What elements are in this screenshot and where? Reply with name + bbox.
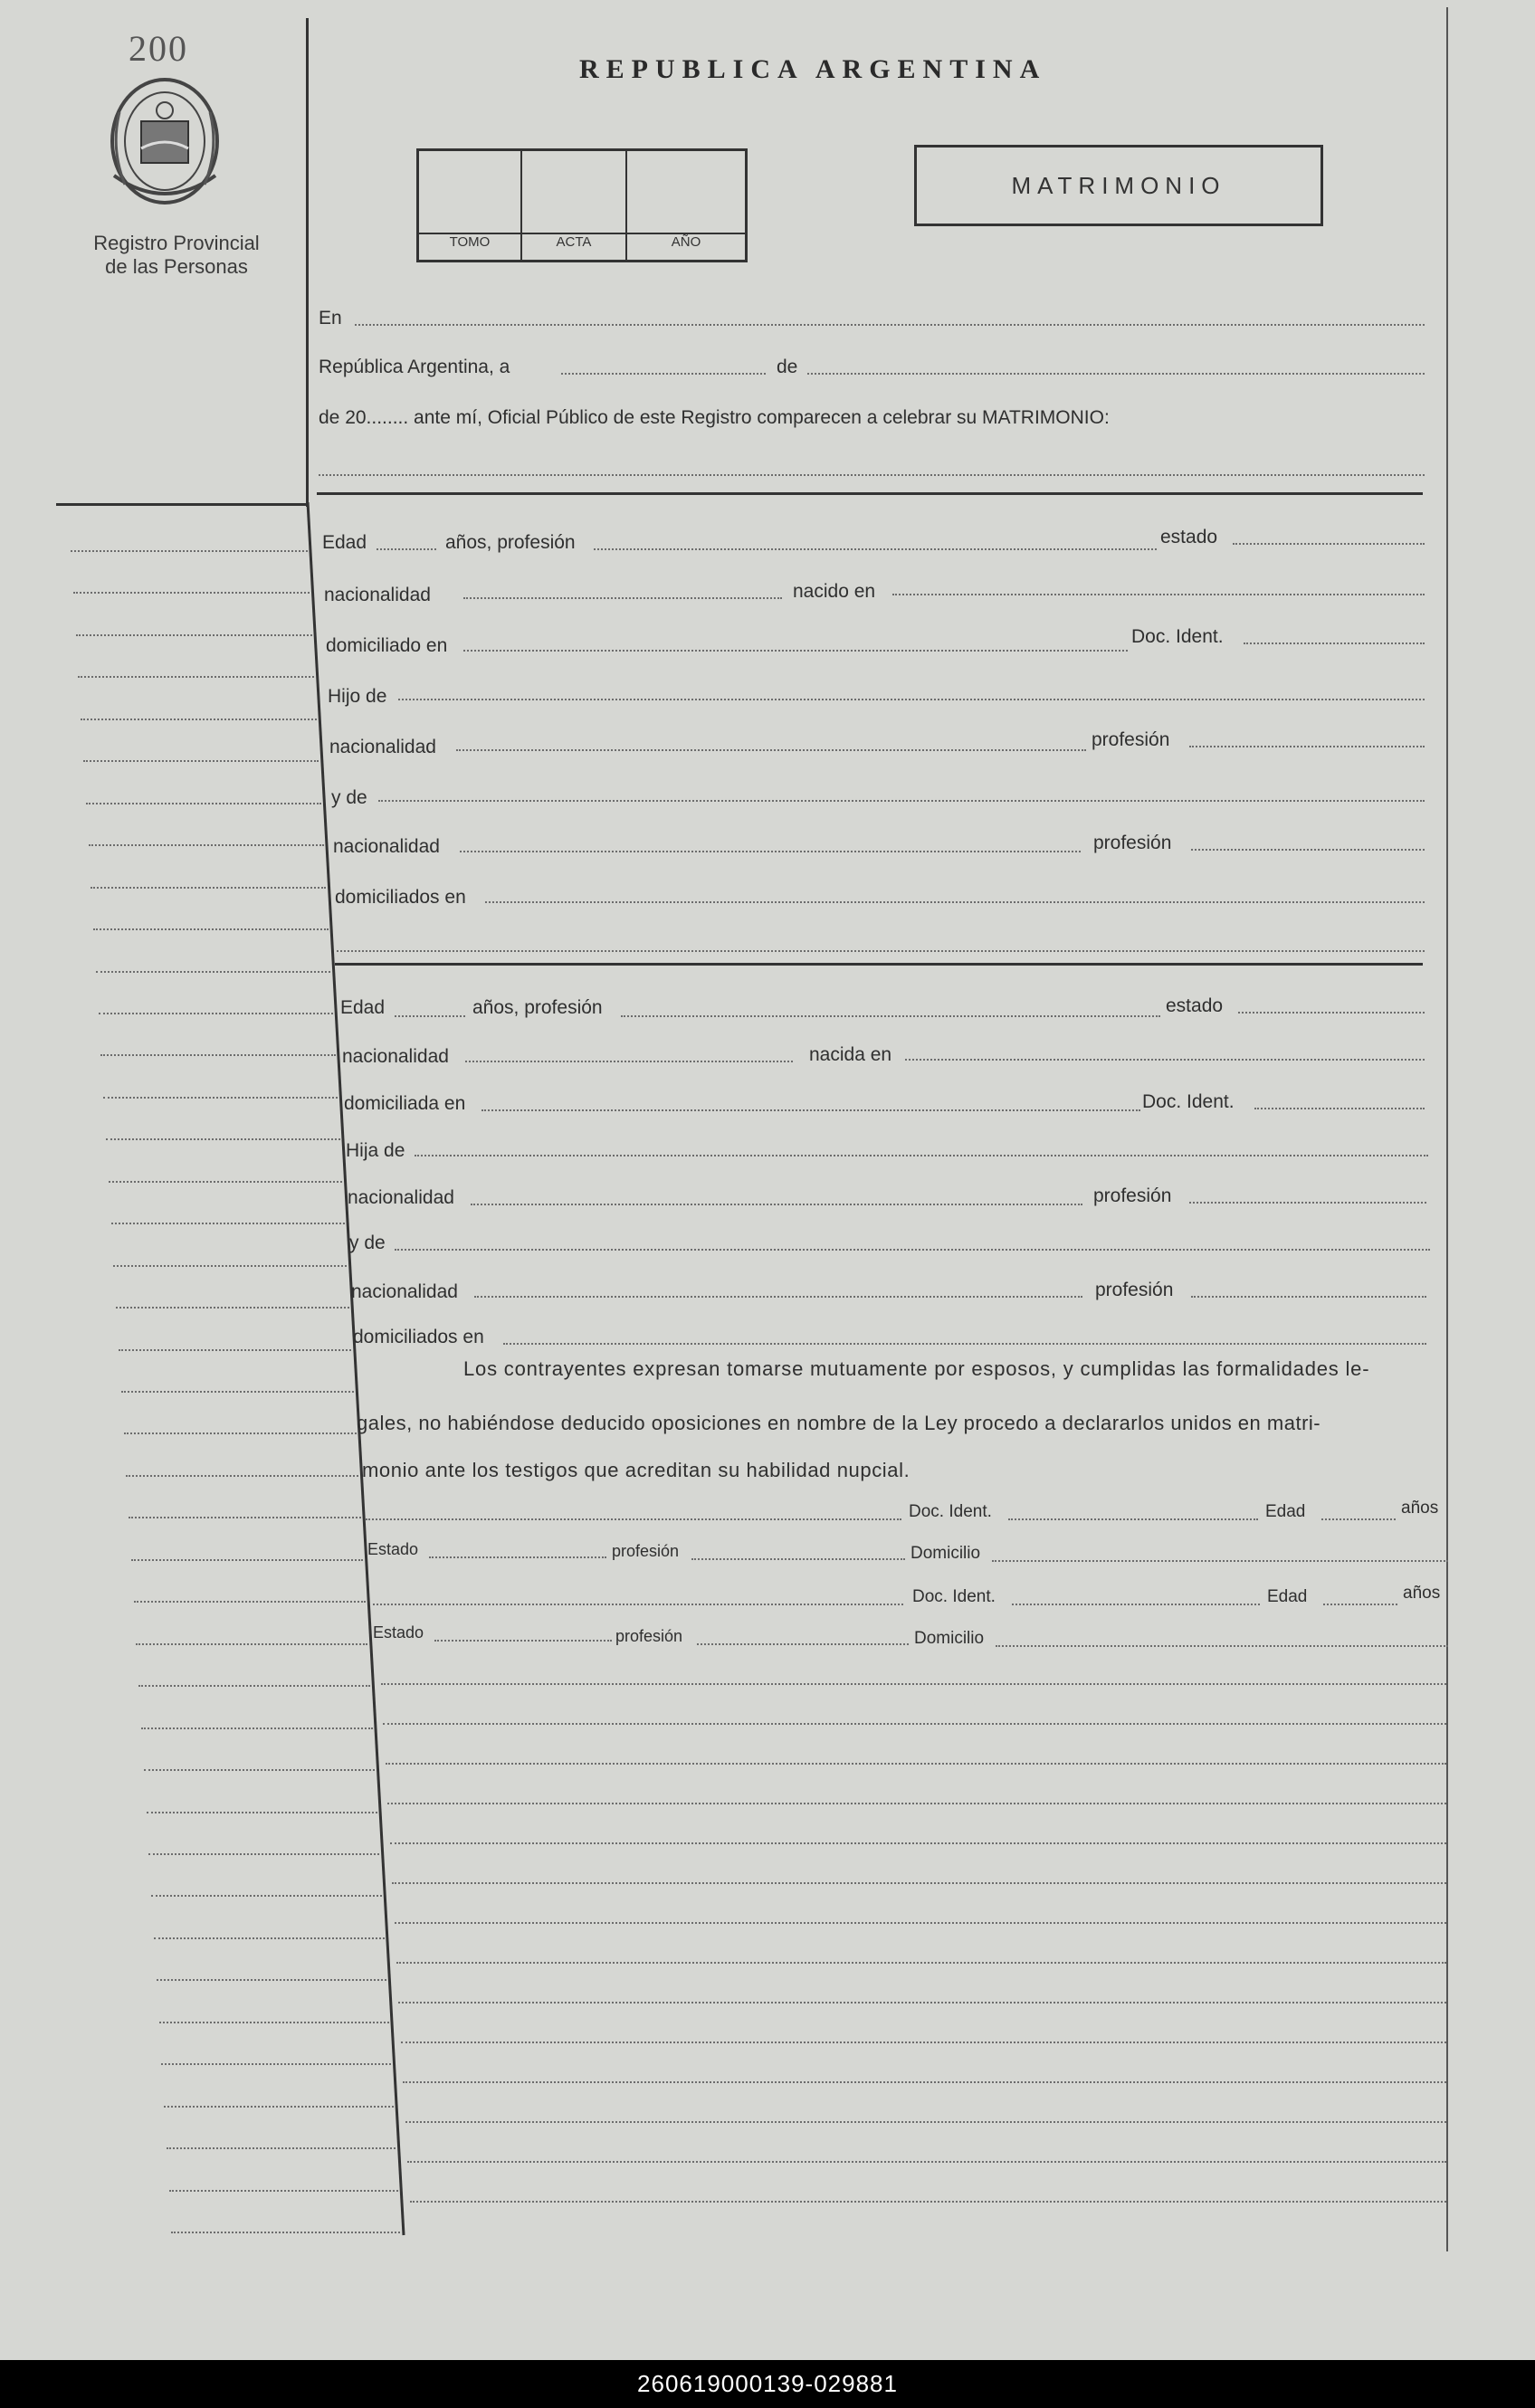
observation-line[interactable] [410,2201,1446,2203]
t1-nombre-field[interactable] [366,1518,901,1520]
country-title: REPUBLICA ARGENTINA [579,54,1047,84]
t1-doc-ident-field[interactable] [1008,1518,1258,1520]
t1-profesion-label: profesión [612,1542,680,1560]
c1-extra-line[interactable] [337,950,1425,952]
observation-line[interactable] [381,1683,1446,1685]
margin-note-line[interactable] [91,887,326,889]
c2-doc-ident-label: Doc. Ident. [1142,1091,1235,1112]
margin-note-line[interactable] [71,550,308,552]
c2-padre-profesion-field[interactable] [1189,1202,1426,1204]
t2-profesion-label: profesión [615,1627,683,1645]
margin-note-line[interactable] [147,1812,377,1813]
c2-nacida-en-label: nacida en [809,1044,892,1065]
tomo-label: TOMO [449,234,491,250]
c2-domicilio-field[interactable] [481,1109,1140,1111]
margin-note-line[interactable] [169,2190,398,2192]
c2-madre-profesion-label: profesión [1095,1280,1174,1300]
margin-note-line[interactable] [99,1013,333,1014]
c2-madre-profesion-field[interactable] [1191,1296,1426,1298]
observation-line[interactable] [401,2042,1446,2043]
c1-madre-nacionalidad-field[interactable] [460,851,1081,852]
c2-edad-field[interactable] [395,1015,465,1017]
margin-note-line[interactable] [113,1265,347,1267]
margin-note-line[interactable] [161,2063,391,2065]
c1-doc-ident-field[interactable] [1244,642,1425,644]
margin-note-line[interactable] [134,1601,366,1603]
contrayentes-nombres-field[interactable] [319,474,1425,476]
margin-note-line[interactable] [119,1349,352,1351]
t2-estado-field[interactable] [434,1640,612,1642]
tomo-acta-anio-box[interactable] [416,148,748,262]
folio-number: 200 [129,28,188,69]
margin-note-line[interactable] [73,592,310,594]
t1-edad-label: Edad [1265,1502,1306,1521]
observation-line[interactable] [386,1763,1446,1765]
t2-doc-ident-label: Doc. Ident. [912,1587,996,1606]
margin-note-line[interactable] [129,1517,361,1518]
c1-padre-nacionalidad-label: nacionalidad [329,737,436,757]
c1-madre-profesion-field[interactable] [1191,849,1425,851]
t2-domicilio-field[interactable] [996,1645,1448,1647]
c2-y-de-label: y de [349,1233,386,1253]
c2-padre-nacionalidad-field[interactable] [471,1204,1082,1205]
c1-doc-ident-label: Doc. Ident. [1131,626,1224,647]
margin-note-line[interactable] [103,1097,338,1099]
margin-note-line[interactable] [96,971,330,973]
republica-label: República Argentina, a [319,357,510,377]
c2-madre-nacionalidad-label: nacionalidad [351,1281,458,1302]
c1-edad-label: Edad [322,532,367,553]
margin-note-line[interactable] [144,1769,375,1771]
de20-sentence: de 20........ ante mí, Oficial Público de este Registro comparecen a celebrar su MATRIMONIO: [319,407,1110,428]
t1-domicilio-label: Domicilio [911,1544,981,1563]
acta-type-box [914,145,1323,226]
acta-label: ACTA [556,234,592,250]
c1-nacido-en-label: nacido en [793,581,876,602]
margin-note-line[interactable] [76,634,312,636]
c2-padre-nacionalidad-label: nacionalidad [348,1187,454,1208]
t2-edad-label: Edad [1267,1587,1308,1606]
c1-estado-field[interactable] [1233,543,1425,545]
en-label: En [319,308,342,328]
margin-note-line[interactable] [111,1223,345,1224]
t1-estado-field[interactable] [429,1556,606,1558]
margin-note-line[interactable] [136,1643,367,1645]
margin-note-line[interactable] [141,1727,373,1729]
c2-domiciliados-label: domiciliados en [353,1327,484,1347]
margin-note-line[interactable] [81,719,317,720]
c1-profesion-field[interactable] [594,548,1157,550]
dia-field[interactable] [561,373,766,375]
c2-nacida-en-field[interactable] [905,1059,1425,1061]
margin-note-line[interactable] [157,1979,386,1981]
c2-doc-ident-field[interactable] [1254,1108,1425,1109]
c1-padre-profesion-label: profesión [1092,729,1170,750]
margin-note-line[interactable] [106,1138,340,1140]
registro-line-1: Registro Provincial [93,232,260,254]
c2-estado-label: estado [1166,995,1224,1016]
c2-nacionalidad-field[interactable] [465,1061,793,1062]
declaration-line-3: monio ante los testigos que acreditan su habilidad nupcial. [362,1459,911,1481]
margin-note-line[interactable] [109,1181,342,1183]
c2-edad-label: Edad [340,997,386,1018]
t2-edad-field[interactable] [1323,1604,1397,1605]
c1-domiciliado-label: domiciliado en [326,635,448,656]
section-rule-1 [317,492,1423,495]
observation-line[interactable] [390,1842,1446,1844]
margin-note-line[interactable] [89,844,324,846]
observation-line[interactable] [407,2161,1446,2163]
observation-line[interactable] [396,1962,1446,1964]
t2-domicilio-label: Domicilio [914,1629,985,1648]
t2-profesion-field[interactable] [697,1643,909,1645]
right-border-line [1446,7,1448,2251]
t1-estado-label: Estado [367,1540,419,1558]
c1-madre-profesion-label: profesión [1093,833,1172,853]
t1-anios-label: años [1401,1499,1439,1518]
c2-nacionalidad-label: nacionalidad [342,1046,449,1067]
c1-anios-profesion-label: años, profesión [445,532,576,553]
c1-padre-profesion-field[interactable] [1189,746,1425,747]
c1-edad-field[interactable] [377,548,436,550]
observation-line[interactable] [395,1922,1446,1924]
margin-note-line[interactable] [159,2022,389,2023]
provincial-seal-icon [101,76,228,214]
declaration-line-2: gales, no habiéndose deducido oposiciones en nombre de la Ley procedo a declararlos unidos en matri- [357,1412,1321,1434]
c2-padre-profesion-label: profesión [1093,1185,1172,1206]
observation-line[interactable] [403,2081,1446,2083]
margin-note-line[interactable] [138,1685,370,1687]
t2-doc-ident-field[interactable] [1012,1604,1260,1605]
c2-padres-domicilio-field[interactable] [503,1343,1426,1345]
observation-line[interactable] [387,1803,1446,1804]
t2-estado-label: Estado [373,1623,424,1642]
c1-padre-field[interactable] [398,699,1425,700]
c2-anios-profesion-label: años, profesión [472,997,603,1018]
margin-note-line[interactable] [124,1432,357,1434]
mes-field[interactable] [807,373,1425,375]
c2-madre-nacionalidad-field[interactable] [474,1296,1082,1298]
c1-nacionalidad-field[interactable] [463,597,782,599]
margin-horizontal-rule [56,503,308,506]
observation-line[interactable] [383,1723,1446,1725]
margin-note-line[interactable] [171,2232,400,2233]
c2-estado-field[interactable] [1238,1012,1425,1014]
margin-note-line[interactable] [83,760,319,762]
c1-nacido-en-field[interactable] [892,594,1425,595]
c2-domiciliada-label: domiciliada en [344,1093,466,1114]
margin-note-line[interactable] [154,1937,385,1939]
c1-hijo-de-label: Hijo de [328,686,387,707]
c2-padre-field[interactable] [415,1155,1428,1156]
margin-note-line[interactable] [126,1475,358,1477]
margin-note-line[interactable] [148,1853,379,1855]
margin-note-line[interactable] [151,1895,382,1897]
margin-note-line[interactable] [78,676,314,678]
margin-note-line[interactable] [93,928,329,930]
c1-estado-label: estado [1160,527,1218,547]
t1-edad-field[interactable] [1321,1518,1396,1520]
observation-line[interactable] [392,1882,1446,1884]
margin-note-line[interactable] [131,1559,363,1561]
margin-note-line[interactable] [164,2106,394,2108]
de-label: de [777,357,798,377]
registro-line-2: de las Personas [105,255,248,278]
c1-y-de-label: y de [331,787,367,808]
c2-madre-field[interactable] [395,1249,1430,1251]
margin-note-line[interactable] [100,1054,335,1056]
en-field[interactable] [355,324,1425,326]
observation-line[interactable] [398,2002,1446,2003]
acta-type-label: MATRIMONIO [1011,171,1226,199]
t2-nombre-field[interactable] [373,1604,903,1605]
c1-nacionalidad-label: nacionalidad [324,585,431,605]
declaration-line-1: Los contrayentes expresan tomarse mutuamente por esposos, y cumplidas las formalidades le- [463,1357,1370,1380]
c1-domiciliados-label: domiciliados en [335,887,466,908]
t1-domicilio-field[interactable] [992,1560,1448,1562]
c1-madre-nacionalidad-label: nacionalidad [333,836,440,857]
observation-line[interactable] [405,2121,1446,2123]
c2-profesion-field[interactable] [621,1015,1160,1017]
t1-doc-ident-label: Doc. Ident. [909,1502,992,1521]
c1-padre-nacionalidad-field[interactable] [456,749,1086,751]
c1-domicilio-field[interactable] [463,650,1128,652]
registro-provincial-label [63,232,290,279]
section-rule-2 [335,963,1423,966]
margin-divider-upper [306,18,309,507]
t2-anios-label: años [1403,1584,1441,1603]
margin-note-line[interactable] [116,1307,349,1309]
margin-note-line[interactable] [167,2147,396,2149]
margin-note-line[interactable] [86,803,321,804]
anio-label: AÑO [671,234,701,250]
barcode-id-strip: 260619000139-029881 [0,2360,1535,2408]
t1-profesion-field[interactable] [691,1558,905,1560]
c2-hija-de-label: Hija de [346,1140,405,1161]
c1-madre-field[interactable] [378,800,1425,802]
margin-note-line[interactable] [121,1391,354,1393]
c1-padres-domicilio-field[interactable] [485,901,1425,903]
